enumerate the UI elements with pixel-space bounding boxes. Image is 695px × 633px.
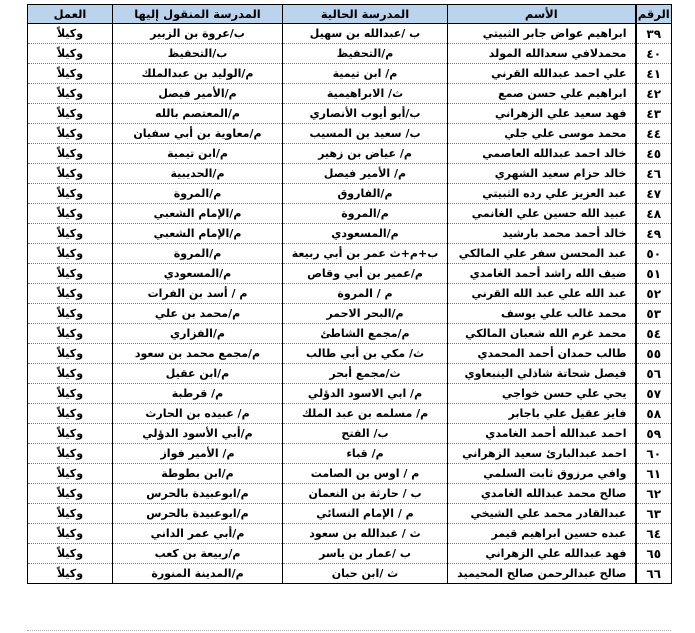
cell-work: وكيلاً bbox=[28, 304, 113, 324]
header-row bbox=[28, 5, 672, 24]
cell-name: فايز عقيل علي باجابر bbox=[448, 404, 636, 424]
cell-transferred-to: م/ابوعبيدة بالحرس bbox=[113, 504, 283, 524]
cell-transferred-to: م/الوليد بن عبدالملك bbox=[113, 64, 283, 84]
cell-number: ٦٤ bbox=[636, 524, 672, 544]
cell-name: فيصل شحاتة شاذلي الينبعاوي bbox=[448, 364, 636, 384]
cell-number: ٤٨ bbox=[636, 204, 672, 224]
cell-name: محمد غرم الله شعبان المالكي bbox=[448, 324, 636, 344]
cell-name: عبيد الله حسين علي الغانمي bbox=[448, 204, 636, 224]
table-row bbox=[28, 324, 672, 344]
cell-transferred-to: م/المعتصم بالله bbox=[113, 104, 283, 124]
cell-current-school: م/المروة bbox=[283, 204, 448, 224]
cell-current-school: ب+م+ث عمر بن أبي ربيعة bbox=[283, 244, 448, 264]
cell-name: فهد سعيد علي الزهراني bbox=[448, 104, 636, 124]
cell-transferred-to: م/المدينة المنورة bbox=[113, 564, 283, 584]
cell-current-school: م/الفاروق bbox=[283, 184, 448, 204]
cell-transferred-to: م/الإمام الشعبي bbox=[113, 204, 283, 224]
cell-current-school: ث/ الابراهيمية bbox=[283, 84, 448, 104]
cell-current-school: ث / عبدالله بن سعود bbox=[283, 524, 448, 544]
table-row bbox=[28, 364, 672, 384]
cell-current-school: ب/ سعيد بن المسيب bbox=[283, 124, 448, 144]
cell-work: وكيلاً bbox=[28, 404, 113, 424]
cell-number: ٥٣ bbox=[636, 304, 672, 324]
cell-current-school: ث /ابن حبان bbox=[283, 564, 448, 584]
cell-current-school: ب/أبو أيوب الأنصاري bbox=[283, 104, 448, 124]
cell-transferred-to: م/المروة bbox=[113, 244, 283, 264]
cell-work: وكيلاً bbox=[28, 384, 113, 404]
cell-number: ٦٦ bbox=[636, 564, 672, 584]
cell-transferred-to: م/المسعودي bbox=[113, 264, 283, 284]
table-row bbox=[28, 64, 672, 84]
cell-number: ٤٩ bbox=[636, 224, 672, 244]
cell-number: ٦٥ bbox=[636, 544, 672, 564]
table-row bbox=[28, 484, 672, 504]
cell-name: صالح محمد عبدالله الغامدي bbox=[448, 484, 636, 504]
cell-current-school: م/البحر الاحمر bbox=[283, 304, 448, 324]
cell-name: احمد عبدالبارئ سعيد الزهراني bbox=[448, 444, 636, 464]
cell-name: عبد العزيز علي رده الثبيتي bbox=[448, 184, 636, 204]
cell-transferred-to: م/الفزاري bbox=[113, 324, 283, 344]
cell-current-school: ث/مجمع أبحر bbox=[283, 364, 448, 384]
cell-number: ٥٢ bbox=[636, 284, 672, 304]
table-row bbox=[28, 104, 672, 124]
cell-work: وكيلاً bbox=[28, 44, 113, 64]
table-row bbox=[28, 144, 672, 164]
table-header bbox=[28, 5, 672, 24]
cell-work: وكيلاً bbox=[28, 544, 113, 564]
cell-current-school: ب /عبدالله بن سهيل bbox=[283, 24, 448, 44]
cell-number: ٦١ bbox=[636, 464, 672, 484]
cell-transferred-to: م/ابن بطوطة bbox=[113, 464, 283, 484]
cell-work: وكيلاً bbox=[28, 564, 113, 584]
table-row bbox=[28, 204, 672, 224]
cell-current-school: م/ ابي الاسود الدؤلي bbox=[283, 384, 448, 404]
table-row bbox=[28, 244, 672, 264]
cell-work: وكيلاً bbox=[28, 144, 113, 164]
cell-name: ابراهيم علي حسن صمع bbox=[448, 84, 636, 104]
cell-name: محمدلافي سعدالله المولد bbox=[448, 44, 636, 64]
cell-work: وكيلاً bbox=[28, 84, 113, 104]
cell-work: وكيلاً bbox=[28, 484, 113, 504]
cell-transferred-to: م/ قرطبة bbox=[113, 384, 283, 404]
transfer-table bbox=[27, 4, 672, 584]
cell-current-school: م / الإمام النسائي bbox=[283, 504, 448, 524]
cell-number: ٦٢ bbox=[636, 484, 672, 504]
cell-name: ابراهيم عواض جابر الثبيتي bbox=[448, 24, 636, 44]
table-row bbox=[28, 464, 672, 484]
cell-number: ٥٥ bbox=[636, 344, 672, 364]
cell-transferred-to: م/ الأمير فواز bbox=[113, 444, 283, 464]
cell-transferred-to: م/أبي الأسود الدؤلي bbox=[113, 424, 283, 444]
table-row bbox=[28, 224, 672, 244]
table-row bbox=[28, 384, 672, 404]
cell-work: وكيلاً bbox=[28, 424, 113, 444]
cell-work: وكيلاً bbox=[28, 264, 113, 284]
table-row bbox=[28, 424, 672, 444]
cell-transferred-to: م/الحديبية bbox=[113, 164, 283, 184]
cell-work: وكيلاً bbox=[28, 444, 113, 464]
cell-name: ضيف الله راشد أحمد الغامدي bbox=[448, 264, 636, 284]
cell-current-school: م/التحفيظ bbox=[283, 44, 448, 64]
table-row bbox=[28, 344, 672, 364]
cell-name: خالد حزام سعيد الشهري bbox=[448, 164, 636, 184]
cell-name: يحي علي حسن خواجي bbox=[448, 384, 636, 404]
cell-name: وافي مرزوق ثابت السلمي bbox=[448, 464, 636, 484]
header-number: الرقم bbox=[636, 5, 672, 24]
cell-transferred-to: م / أسد بن الفرات bbox=[113, 284, 283, 304]
table-row bbox=[28, 544, 672, 564]
cell-current-school: م/ قباء bbox=[283, 444, 448, 464]
cell-transferred-to: م/محمد بن علي bbox=[113, 304, 283, 324]
cell-work: وكيلاً bbox=[28, 184, 113, 204]
table-row bbox=[28, 284, 672, 304]
cell-name: طالب حمدان أحمد المحمدي bbox=[448, 344, 636, 364]
cell-number: ٥٨ bbox=[636, 404, 672, 424]
table-row bbox=[28, 184, 672, 204]
cell-number: ٤٥ bbox=[636, 144, 672, 164]
table-row bbox=[28, 164, 672, 184]
cell-current-school: ب / حارثة بن النعمان bbox=[283, 484, 448, 504]
cell-name: فهد عبدالله علي الزهراني bbox=[448, 544, 636, 564]
header-transferred-to: المدرسة المنقول إليها bbox=[113, 5, 283, 24]
cell-number: ٤١ bbox=[636, 64, 672, 84]
cell-name: عبدالقادر محمد علي الشيخي bbox=[448, 504, 636, 524]
cell-current-school: م/ عياض بن زهير bbox=[283, 144, 448, 164]
cell-name: خالد أحمد محمد بارشيد bbox=[448, 224, 636, 244]
cell-current-school: م/ الأمير فيصل bbox=[283, 164, 448, 184]
cell-name: احمد عبدالله أحمد الغامدي bbox=[448, 424, 636, 444]
cell-transferred-to: ب/عروة بن الزبير bbox=[113, 24, 283, 44]
cell-work: وكيلاً bbox=[28, 324, 113, 344]
cell-number: ٥٤ bbox=[636, 324, 672, 344]
table-row bbox=[28, 24, 672, 44]
cell-number: ٦٣ bbox=[636, 504, 672, 524]
cell-current-school: ب/ الفتح bbox=[283, 424, 448, 444]
table-row bbox=[28, 524, 672, 544]
cell-work: وكيلاً bbox=[28, 344, 113, 364]
cell-transferred-to: م/ابن عقيل bbox=[113, 364, 283, 384]
cell-work: وكيلاً bbox=[28, 504, 113, 524]
table-row bbox=[28, 124, 672, 144]
cell-number: ٥١ bbox=[636, 264, 672, 284]
cell-name: خالد احمد عبدالله العاصمي bbox=[448, 144, 636, 164]
table-row bbox=[28, 504, 672, 524]
cell-number: ٥٧ bbox=[636, 384, 672, 404]
cell-number: ٥٠ bbox=[636, 244, 672, 264]
table-row bbox=[28, 564, 672, 584]
cell-number: ٥٩ bbox=[636, 424, 672, 444]
cell-work: وكيلاً bbox=[28, 204, 113, 224]
cell-current-school: م/ ابن تيمية bbox=[283, 64, 448, 84]
cell-name: عبده حسين ابراهيم قيمر bbox=[448, 524, 636, 544]
cell-name: عبد الله علي عبد الله القرني bbox=[448, 284, 636, 304]
cell-transferred-to: م/أبي عمر الداني bbox=[113, 524, 283, 544]
cell-number: ٤٠ bbox=[636, 44, 672, 64]
cell-work: وكيلاً bbox=[28, 524, 113, 544]
table-row bbox=[28, 404, 672, 424]
cell-name: محمد غالب علي يوسف bbox=[448, 304, 636, 324]
cell-current-school: م / المروة bbox=[283, 284, 448, 304]
cell-transferred-to: م/ربيعة بن كعب bbox=[113, 544, 283, 564]
table-row bbox=[28, 444, 672, 464]
cell-work: وكيلاً bbox=[28, 244, 113, 264]
table-row bbox=[28, 44, 672, 64]
cell-name: صالح عبدالرحمن صالح المحيميد bbox=[448, 564, 636, 584]
cell-work: وكيلاً bbox=[28, 364, 113, 384]
cell-transferred-to: ب/التحفيظ bbox=[113, 44, 283, 64]
cell-number: ٤٣ bbox=[636, 104, 672, 124]
cell-work: وكيلاً bbox=[28, 284, 113, 304]
cell-current-school: م/عمير بن أبي وقاص bbox=[283, 264, 448, 284]
cell-transferred-to: م/ابن تيمية bbox=[113, 144, 283, 164]
header-name: الأسم bbox=[448, 5, 636, 24]
cell-number: ٤٧ bbox=[636, 184, 672, 204]
cell-current-school: م / اوس بن الصامت bbox=[283, 464, 448, 484]
cell-transferred-to: م/مجمع محمد بن سعود bbox=[113, 344, 283, 364]
cell-current-school: م/ مسلمه بن عبد الملك bbox=[283, 404, 448, 424]
footer-divider bbox=[27, 630, 671, 631]
table-row bbox=[28, 264, 672, 284]
cell-transferred-to: م/ عبيده بن الحارث bbox=[113, 404, 283, 424]
cell-current-school: م/مجمع الشاطئ bbox=[283, 324, 448, 344]
cell-current-school: ث/ مكي بن أبي طالب bbox=[283, 344, 448, 364]
header-current-school: المدرسة الحالية bbox=[283, 5, 448, 24]
cell-name: علي احمد عبدالله القرني bbox=[448, 64, 636, 84]
cell-number: ٤٦ bbox=[636, 164, 672, 184]
cell-work: وكيلاً bbox=[28, 224, 113, 244]
cell-number: ٥٦ bbox=[636, 364, 672, 384]
cell-transferred-to: م/المروة bbox=[113, 184, 283, 204]
transfer-sheet bbox=[27, 4, 671, 584]
cell-number: ٣٩ bbox=[636, 24, 672, 44]
cell-work: وكيلاً bbox=[28, 464, 113, 484]
table-row bbox=[28, 304, 672, 324]
cell-transferred-to: م/الأمير فيصل bbox=[113, 84, 283, 104]
cell-current-school: م/المسعودي bbox=[283, 224, 448, 244]
cell-transferred-to: م/الإمام الشعبي bbox=[113, 224, 283, 244]
cell-work: وكيلاً bbox=[28, 104, 113, 124]
cell-name: عبد المحسن سفر علي المالكي bbox=[448, 244, 636, 264]
cell-name: محمد موسى علي جلي bbox=[448, 124, 636, 144]
cell-work: وكيلاً bbox=[28, 124, 113, 144]
cell-number: ٤٢ bbox=[636, 84, 672, 104]
cell-work: وكيلاً bbox=[28, 24, 113, 44]
cell-transferred-to: م/ابوعبيدة بالحرس bbox=[113, 484, 283, 504]
cell-number: ٤٤ bbox=[636, 124, 672, 144]
cell-work: وكيلاً bbox=[28, 164, 113, 184]
cell-work: وكيلاً bbox=[28, 64, 113, 84]
table-body bbox=[28, 24, 672, 584]
cell-current-school: ب /عمار بن ياسر bbox=[283, 544, 448, 564]
cell-transferred-to: م/معاوية بن أبي سفيان bbox=[113, 124, 283, 144]
table-row bbox=[28, 84, 672, 104]
cell-number: ٦٠ bbox=[636, 444, 672, 464]
header-work: العمل bbox=[28, 5, 113, 24]
